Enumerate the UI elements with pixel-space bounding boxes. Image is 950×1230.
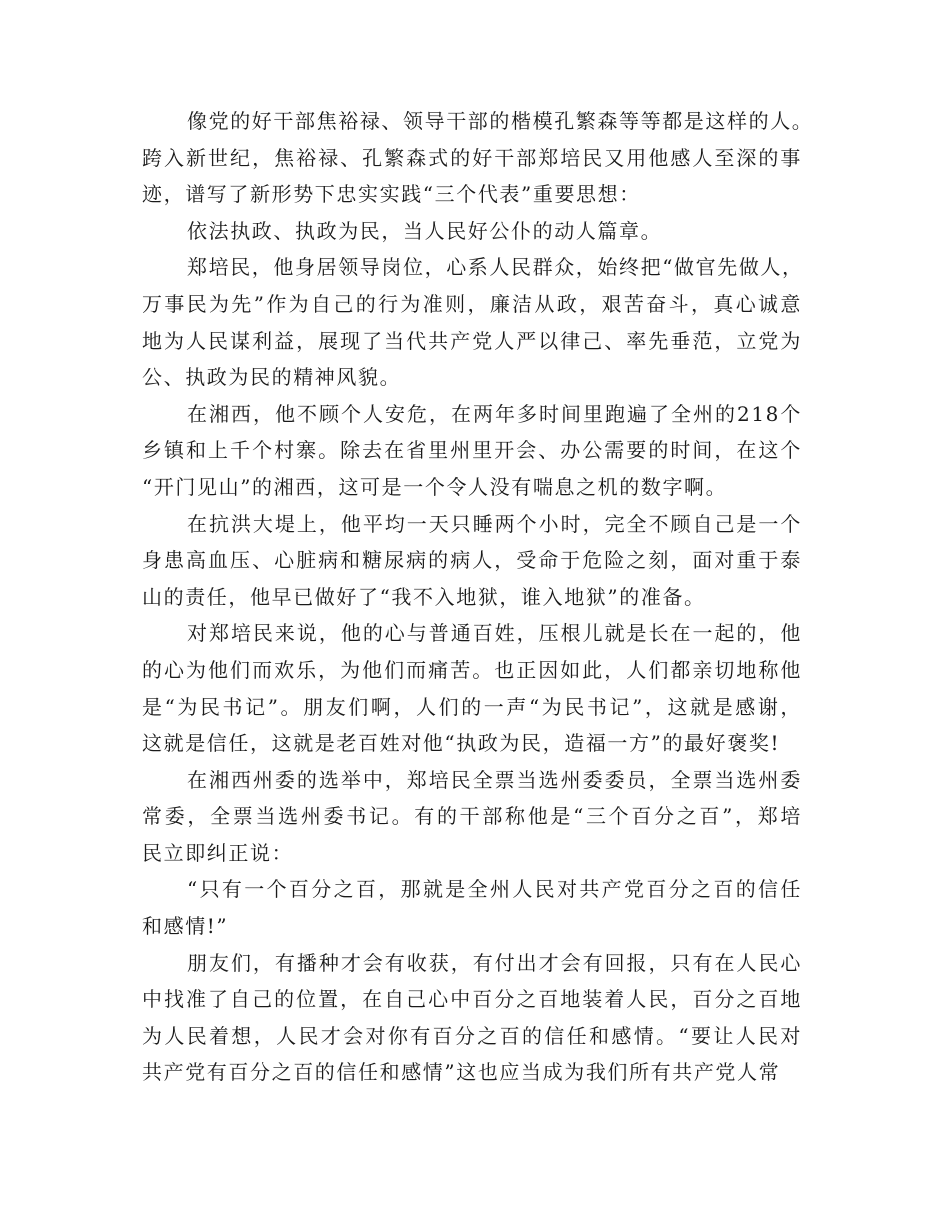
- text-line: 民立即纠正说：: [142, 840, 294, 865]
- text-line: 地为人民谋利益，展现了当代共产党人严以律己、率先垂范，立党为: [142, 328, 802, 353]
- text-line: “开门见山”的湘西，这可是一个令人没有喘息之机的数字啊。: [142, 474, 728, 499]
- text-line: 乡镇和上千个村寨。除去在省里州里开会、办公需要的时间，在这个: [142, 438, 802, 463]
- text-line: 共产党有百分之百的信任和感情”这也应当成为我们所有共产党人常: [142, 1060, 781, 1085]
- text-line: 这就是信任，这就是老百姓对他“执政为民，造福一方”的最好褒奖!: [142, 731, 781, 756]
- paragraph: [142, 103, 814, 213]
- paragraph: [142, 871, 802, 944]
- text-line: 朋友们，有播种才会有收获，有付出才会有回报，只有在人民心: [187, 950, 802, 975]
- paragraph: [142, 396, 802, 506]
- text-line: 在抗洪大堤上，他平均一天只睡两个小时，完全不顾自己是一个: [187, 511, 802, 536]
- text-line: 中找准了自己的位置，在自己心中百分之百地装着人民，百分之百地: [142, 987, 802, 1012]
- text-line: 常委，全票当选州委书记。有的干部称他是“三个百分之百”，郑培: [142, 804, 802, 829]
- text-line: 的心为他们而欢乐，为他们而痛苦。也正因如此，人们都亲切地称他: [142, 657, 802, 682]
- text-line: 像党的好干部焦裕禄、领导干部的楷模孔繁森等等都是这样的人。: [187, 109, 814, 133]
- text-line: 公、执政为民的精神风貌。: [142, 365, 402, 390]
- text-line: 山的责任，他早已做好了“我不入地狱，谁入地狱”的准备。: [142, 584, 706, 609]
- paragraph: [142, 945, 802, 1091]
- paragraph: [142, 249, 802, 395]
- text-line: “只有一个百分之百，那就是全州人民对共产党百分之百的信任: [187, 877, 802, 902]
- text-line: 在湘西，他不顾个人安危，在两年多时间里跑遍了全州的218个: [187, 401, 802, 426]
- text-line: 是“为民书记”。朋友们啊，人们的一声“为民书记”，这就是感谢，: [142, 694, 802, 719]
- text-line: 万事民为先”作为自己的行为准则，廉洁从政，艰苦奋斗，真心诚意: [142, 291, 802, 316]
- text-line: 身患高血压、心脏病和糖尿病的病人，受命于危险之刻，面对重于泰: [142, 548, 802, 573]
- document-body: [142, 103, 814, 1091]
- paragraph: [142, 615, 802, 761]
- text-line: 郑培民，他身居领导岗位，心系人民群众，始终把“做官先做人，: [187, 255, 804, 280]
- paragraph: [142, 213, 802, 250]
- paragraph: [142, 762, 802, 872]
- text-line: 迹，谱写了新形势下忠实实践“三个代表”重要思想：: [142, 182, 641, 207]
- paragraph: [142, 506, 802, 616]
- text-line: 在湘西州委的选举中，郑培民全票当选州委委员，全票当选州委: [187, 767, 802, 792]
- text-line: 依法执政、执政为民，当人民好公仆的动人篇章。: [187, 218, 663, 243]
- text-line: 和感情!”: [142, 914, 229, 939]
- text-line: 为人民着想，人民才会对你有百分之百的信任和感情。“要让人民对: [142, 1023, 802, 1048]
- text-line: 跨入新世纪，焦裕禄、孔繁森式的好干部郑培民又用他感人至深的事: [142, 145, 802, 170]
- text-line: 对郑培民来说，他的心与普通百姓，压根儿就是长在一起的，他: [187, 621, 802, 646]
